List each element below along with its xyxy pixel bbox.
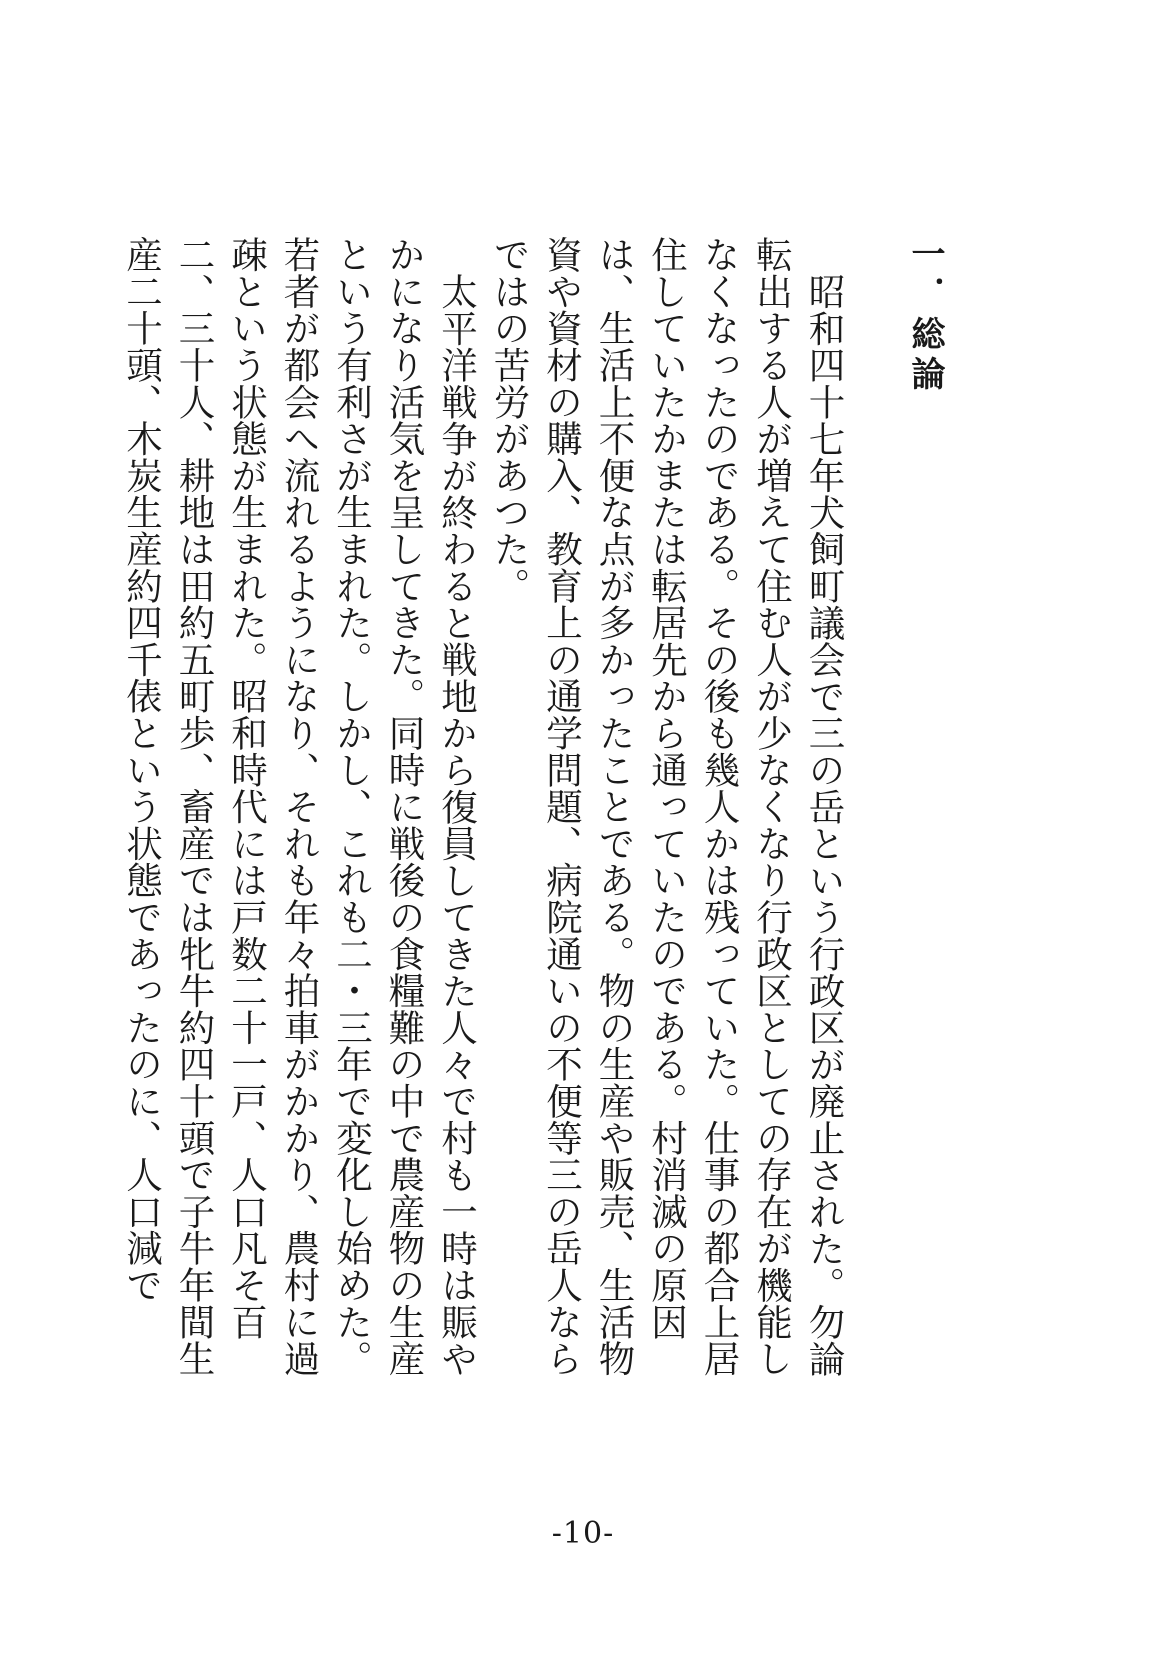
body-text <box>120 236 850 1406</box>
paragraph: 昭和四十七年犬飼町議会で三の岳という行政区が廃止された。勿論転出する人が増えて住む人が少なくなり行政区としての存在が機能しなくなったのである。その後も幾人かは残っていた。仕事の都合上居住していたかまたは転居先から通っていたのである。村消滅の原因は、生活上不便な点が多かったことである。物の生産や販売、生活物資や資材の購入、教育上の通学問題、病院通いの不便等三の岳人ならではの苦労があつた。 <box>488 236 846 1377</box>
section-heading: 一．総論 <box>905 236 945 396</box>
paragraph: 太平洋戦争が終わると戦地から復員してきた人々で村も一時は賑やかになり活気を呈してきた。同時に戦後の食糧難の中で農産物の生産という有利さが生まれた。しかし、これも二・三年で変化し始めた。若者が都会へ流れるようになり、それも年々拍車がかかり、農村に過疎という状態が生まれた。昭和時代には戸数二十一戸、人口凡そ百二、三十人、耕地は田約五町歩、畜産では牝牛約四十頭で子牛年間生産二十頭、木炭生産約四千俵という状態であったのに、人口減で <box>120 236 479 1377</box>
page-number: -10- <box>551 1516 615 1551</box>
